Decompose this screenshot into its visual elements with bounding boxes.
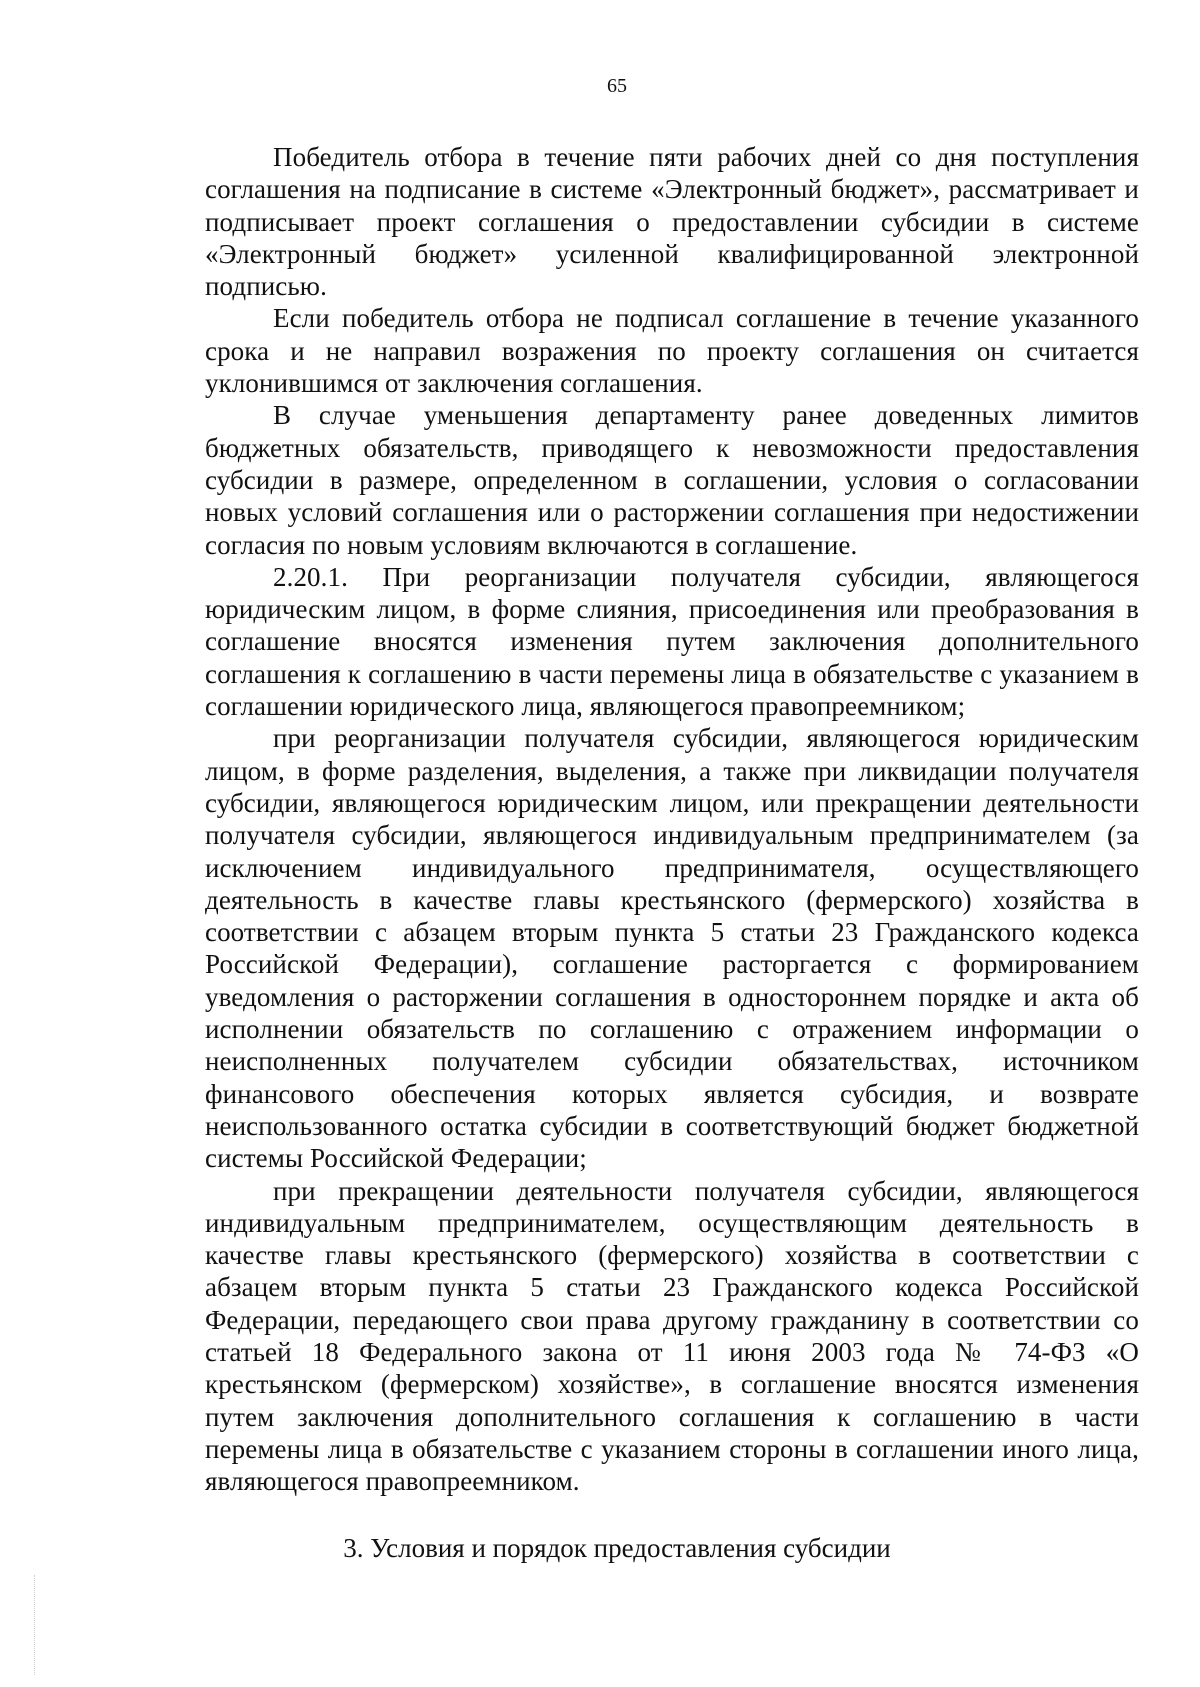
paragraph-farm-transfer: при прекращении деятельности получателя субсидии, являющегося индивидуальным предпринимателем, осуществляющим деятельность в качестве главы крестьянского (фермерского) хозяйства в соответствии с абзацем вторым пункта 5 статьи 23 Гражданского кодекса Российской Федерации, передающего свои права другому гражданину в соответствии со статьей 18 Федерального закона от 11 июня 2003 года № 74-ФЗ «О крестьянском (фермерском) хозяйстве», в соглашение вносятся изменения путем заключения дополнительного соглашения к соглашению в части перемены лица в обязательстве с указанием стороны в соглашении иного лица, являющегося правопреемником. [205, 1175, 1139, 1497]
paragraph-winner-signing: Победитель отбора в течение пяти рабочих дней со дня поступления соглашения на подписание в системе «Электронный бюджет», рассматривает и подписывает проект соглашения о предоставлении субсидии в системе «Электронный бюджет» усиленной квалифицированной электронной подписью. [205, 142, 1139, 302]
paragraph-2-20-1-merger: 2.20.1. При реорганизации получателя субсидии, являющегося юридическим лицом, в форме слияния, присоединения или преобразования в соглашение вносятся изменения путем заключения дополнительного соглашения к соглашению в части перемены лица в обязательстве с указанием в соглашении юридического лица, являющегося правопреемником; [205, 561, 1139, 722]
page-number: 65 [607, 75, 627, 97]
paragraph-evasion: Если победитель отбора не подписал соглашение в течение указанного срока и не направил возражения по проекту соглашения он считается уклонившимся от заключения соглашения. [205, 303, 1139, 399]
paragraph-limits-reduction: В случае уменьшения департаменту ранее доведенных лимитов бюджетных обязательств, приводящего к невозможности предоставления субсидии в размере, определенном в соглашении, условия о согласовании новых условий соглашения или о расторжении соглашения при недостижении согласия по новым условиям включаются в соглашение. [205, 400, 1139, 560]
section-heading: 3. Условия и порядок предоставления субсидии [343, 1533, 891, 1563]
scan-edge-mark [34, 1575, 38, 1675]
paragraph-liquidation: при реорганизации получателя субсидии, являющегося юридическим лицом, в форме разделения, выделения, а также при ликвидации получателя субсидии, являющегося юридическим лицом, или прекращении деятельности получателя субсидии, являющегося индивидуальным предпринимателем (за исключением индивидуального предпринимателя, осуществляющего деятельность в качестве главы крестьянского (фермерского) хозяйства в соответствии с абзацем вторым пункта 5 статьи 23 Гражданского кодекса Российской Федерации), соглашение расторгается с формированием уведомления о расторжении соглашения в одностороннем порядке и акта об исполнении обязательств по соглашению с отражением информации о неисполненных получателем субсидии обязательствах, источником финансового обеспечения которых является субсидия, и возврате неиспользованного остатка субсидии в соответствующий бюджет бюджетной системы Российской Федерации; [205, 723, 1139, 1174]
document-body [205, 141, 1139, 1497]
